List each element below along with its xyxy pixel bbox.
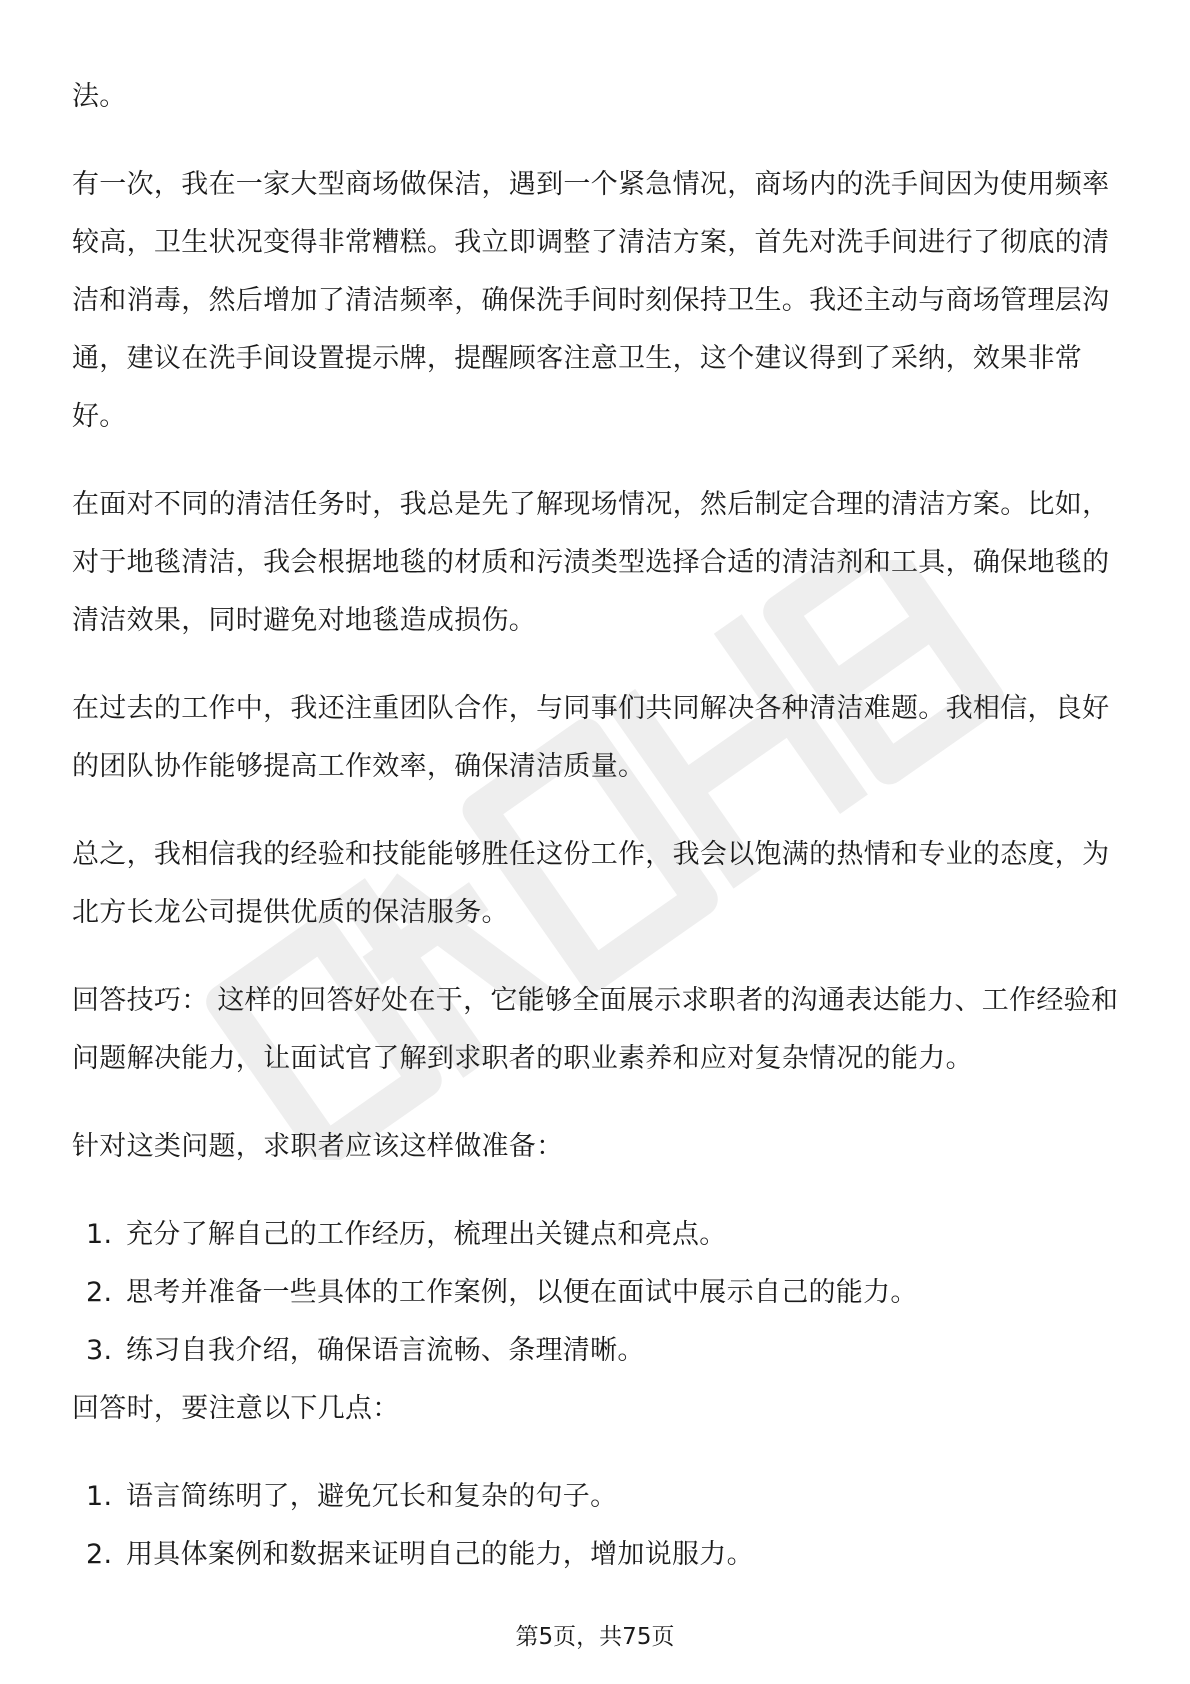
list-item-number: 1. bbox=[86, 1481, 113, 1512]
list-item-number: 3. bbox=[86, 1335, 113, 1366]
paragraph-attention-heading: 回答时，要注意以下几点： bbox=[72, 1393, 400, 1424]
document-body bbox=[72, 68, 1120, 1584]
list-item-text: 用具体案例和数据来证明自己的能力，增加说服力。 bbox=[126, 1539, 754, 1570]
list-item-number: 1. bbox=[86, 1219, 113, 1250]
list-item bbox=[72, 1264, 1120, 1322]
list-item bbox=[72, 1206, 1120, 1264]
attention-list bbox=[72, 1468, 1120, 1584]
list-item bbox=[72, 1322, 1120, 1380]
list-item-number: 2. bbox=[86, 1539, 113, 1570]
page-number-footer: 第5页，共75页 bbox=[515, 1624, 675, 1650]
list-item-text: 语言简练明了，避免冗长和复杂的句子。 bbox=[126, 1481, 618, 1512]
paragraph-teamwork: 在过去的工作中，我还注重团队合作，与同事们共同解决各种清洁难题。我相信，良好的团队协作能够提高工作效率，确保清洁质量。 bbox=[72, 693, 1110, 782]
list-item-text: 练习自我介绍，确保语言流畅、条理清晰。 bbox=[126, 1335, 645, 1366]
list-item bbox=[72, 1526, 1120, 1584]
prep-list bbox=[72, 1206, 1120, 1380]
paragraph-conclusion: 总之，我相信我的经验和技能能够胜任这份工作，我会以饱满的热情和专业的态度，为北方长龙公司提供优质的保洁服务。 bbox=[72, 839, 1110, 928]
list-item-text: 充分了解自己的工作经历，梳理出关键点和亮点。 bbox=[126, 1219, 727, 1250]
list-item bbox=[72, 1468, 1120, 1526]
paragraph-carpet-example: 在面对不同的清洁任务时，我总是先了解现场情况，然后制定合理的清洁方案。比如，对于地毯清洁，我会根据地毯的材质和污渍类型选择合适的清洁剂和工具，确保地毯的清洁效果，同时避免对地毯造成损伤。 bbox=[72, 489, 1110, 636]
paragraph-prep-heading: 针对这类问题，求职者应该这样做准备： bbox=[72, 1131, 564, 1162]
list-item-number: 2. bbox=[86, 1277, 113, 1308]
list-item-text: 思考并准备一些具体的工作案例，以便在面试中展示自己的能力。 bbox=[126, 1277, 918, 1308]
paragraph-answer-tips: 回答技巧： 这样的回答好处在于，它能够全面展示求职者的沟通表达能力、工作经验和问题解决能力，让面试官了解到求职者的职业素养和应对复杂情况的能力。 bbox=[72, 985, 1119, 1074]
paragraph-continuation: 法。 bbox=[72, 81, 127, 112]
paragraph-mall-example: 有一次，我在一家大型商场做保洁，遇到一个紧急情况，商场内的洗手间因为使用频率较高，卫生状况变得非常糟糕。我立即调整了清洁方案，首先对洗手间进行了彻底的清洁和消毒，然后增加了清洁频率，确保洗手间时刻保持卫生。我还主动与商场管理层沟通，建议在洗手间设置提示牌，提醒顾客注意卫生，这个建议得到了采纳，效果非常好。 bbox=[72, 169, 1110, 432]
